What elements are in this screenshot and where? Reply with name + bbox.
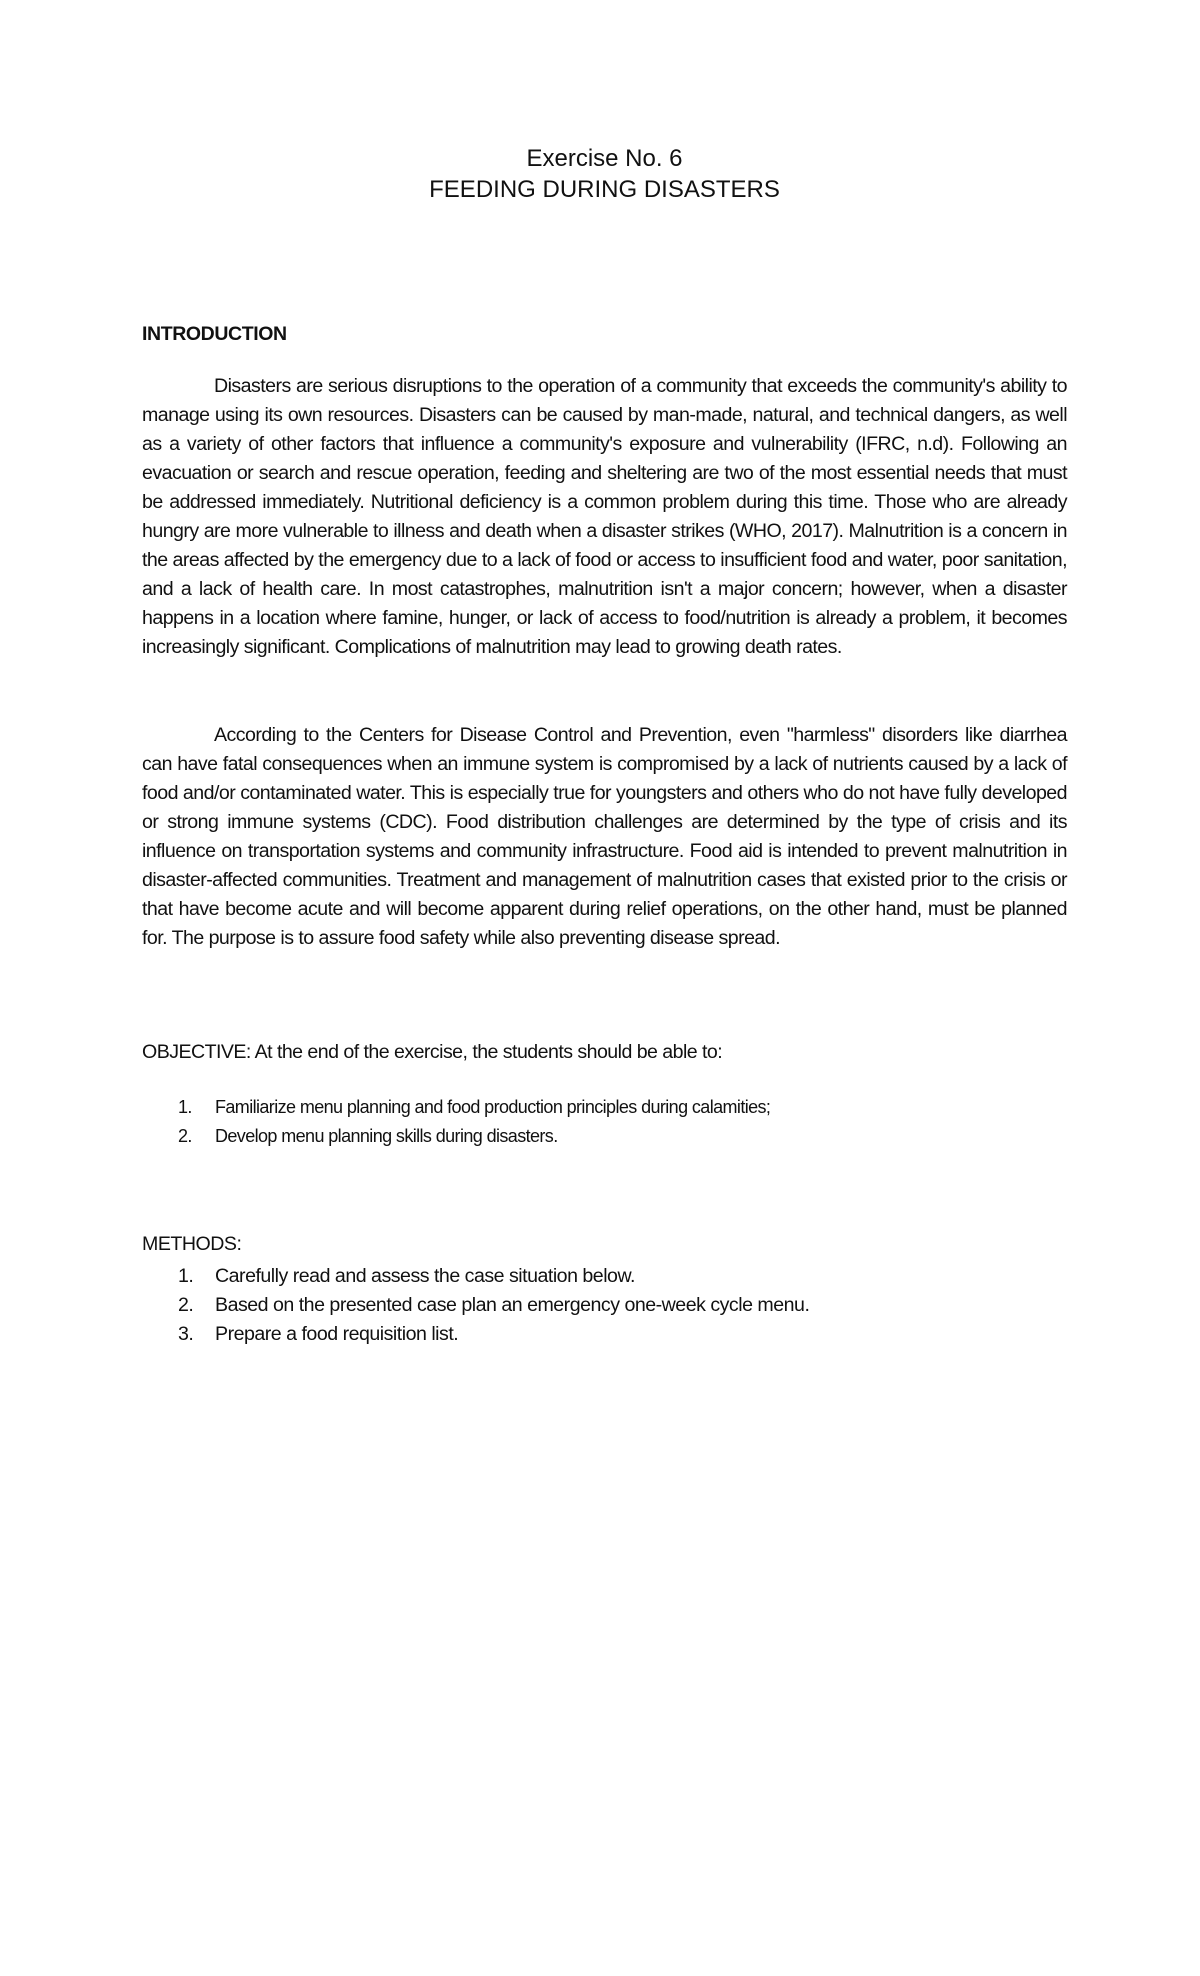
introduction-paragraph-1 <box>142 372 1067 662</box>
exercise-title: FEEDING DURING DISASTERS <box>429 176 780 203</box>
list-text: Prepare a food requisition list. <box>215 1323 459 1345</box>
method-item <box>178 1291 809 1320</box>
list-text: Based on the presented case plan an emergency one-week cycle menu. <box>215 1294 810 1316</box>
list-number: 1. <box>178 1265 194 1287</box>
method-item <box>178 1262 809 1291</box>
document-title <box>142 143 1067 205</box>
introduction-paragraph-2 <box>142 721 1067 953</box>
method-item <box>178 1320 809 1349</box>
objective-intro: OBJECTIVE: At the end of the exercise, the students should be able to: <box>142 1041 723 1063</box>
list-number: 3. <box>178 1323 194 1345</box>
introduction-heading: INTRODUCTION <box>142 323 287 345</box>
list-number: 2. <box>178 1126 192 1146</box>
objective-item <box>178 1122 770 1151</box>
objective-list <box>178 1093 770 1151</box>
objective-item <box>178 1093 770 1122</box>
list-text: Familiarize menu planning and food production principles during calamities; <box>215 1097 771 1117</box>
methods-heading: METHODS: <box>142 1233 242 1255</box>
list-number: 1. <box>178 1097 192 1117</box>
list-text: Develop menu planning skills during disasters. <box>215 1126 558 1146</box>
list-text: Carefully read and assess the case situation below. <box>215 1265 635 1287</box>
paragraph-text: Disasters are serious disruptions to the operation of a community that exceeds the community's ability to manage using its own resources. Disasters can be caused by man-made, natural, and technical dangers, as well as a variety of other factors that influence a community's exposure and vulnerability (IFRC, n.d). Following an evacuation or search and rescue operation, feeding and sheltering are two of the most essential needs that must be addressed immediately. Nutritional deficiency is a common problem during this time. Those who are already hungry are more vulnerable to illness and death when a disaster strikes (WHO, 2017). Malnutrition is a concern in the areas affected by the emergency due to a lack of food or access to insufficient food and water, poor sanitation, and a lack of health care. In most catastrophes, malnutrition isn't a major concern; however, when a disaster happens in a location where famine, hunger, or lack of access to food/nutrition is already a problem, it becomes increasingly significant. Complications of malnutrition may lead to growing death rates. <box>142 375 1067 658</box>
methods-list <box>178 1262 809 1349</box>
paragraph-text: According to the Centers for Disease Control and Prevention, even "harmless" disorders like diarrhea can have fatal consequences when an immune system is compromised by a lack of nutrients caused by a lack of food and/or contaminated water. This is especially true for youngsters and others who do not have fully developed or strong immune systems (CDC). Food distribution challenges are determined by the type of crisis and its influence on transportation systems and community infrastructure. Food aid is intended to prevent malnutrition in disaster-affected communities. Treatment and management of malnutrition cases that existed prior to the crisis or that have become acute and will become apparent during relief operations, on the other hand, must be planned for. The purpose is to assure food safety while also preventing disease spread. <box>142 724 1067 949</box>
list-number: 2. <box>178 1294 194 1316</box>
exercise-number: Exercise No. 6 <box>526 145 683 172</box>
